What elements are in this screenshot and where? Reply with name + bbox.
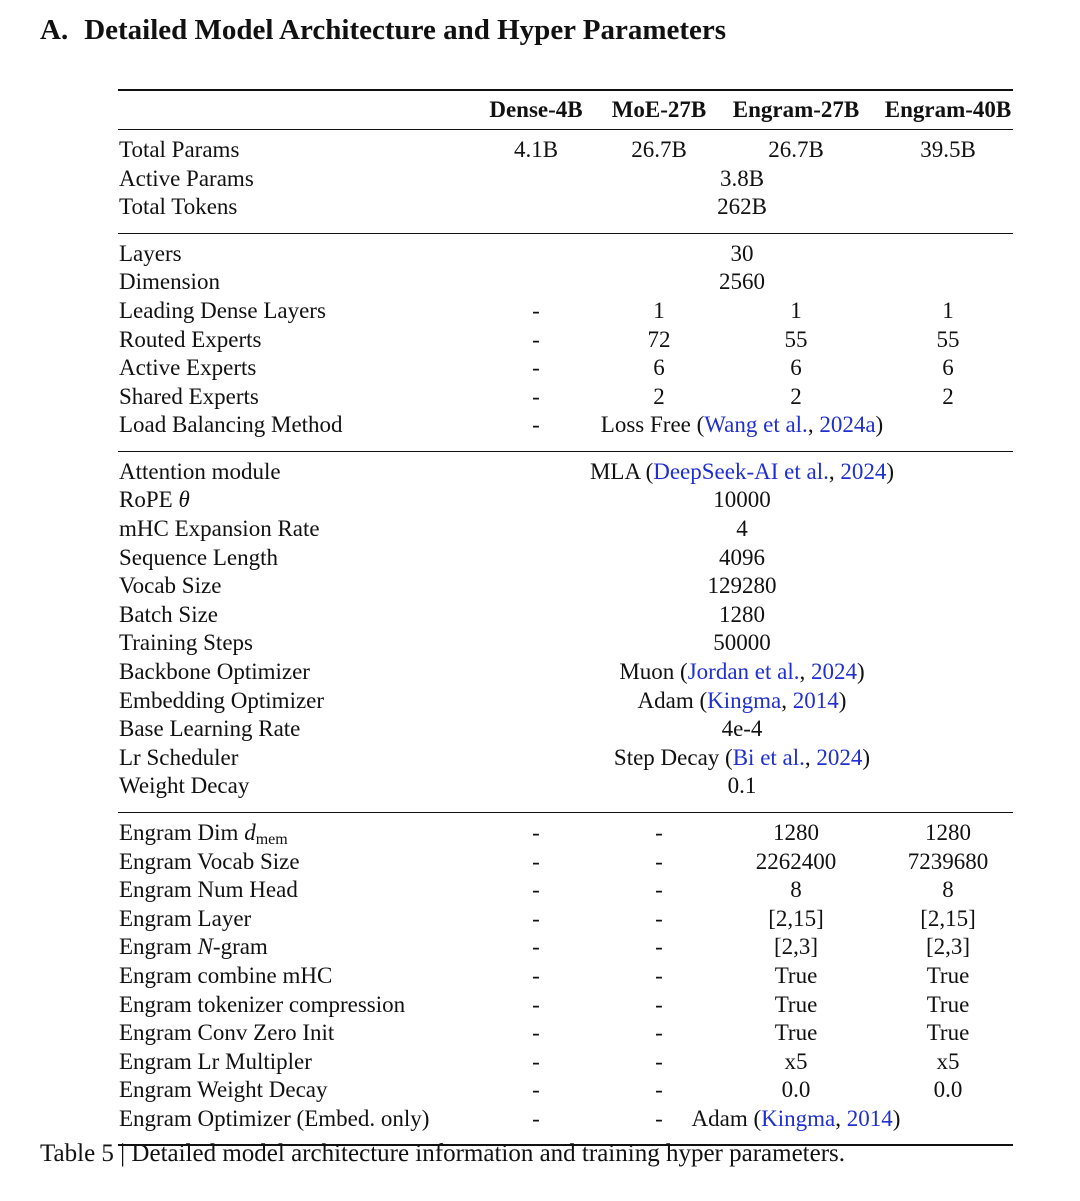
column-header: Engram-27B bbox=[732, 97, 860, 122]
table-cell: 0.0 bbox=[781, 1077, 811, 1103]
spanning-cell: 30 bbox=[730, 240, 754, 266]
table-cell: x5 bbox=[936, 1048, 960, 1074]
math-symbol: N bbox=[197, 934, 213, 960]
text-part: , bbox=[828, 458, 841, 484]
table-cell: - bbox=[532, 383, 540, 409]
citation-link[interactable]: 2024 bbox=[816, 744, 863, 770]
row-label: Routed Experts bbox=[119, 326, 262, 352]
table-cell: - bbox=[532, 905, 540, 931]
row-label: Active Experts bbox=[119, 355, 257, 381]
spanning-cell: 3.8B bbox=[719, 165, 765, 191]
spanning-cell: 4e-4 bbox=[721, 716, 763, 742]
table-cell: True bbox=[774, 991, 818, 1017]
section-number: A. bbox=[40, 14, 69, 46]
table-cell: True bbox=[774, 1020, 818, 1046]
spanning-cell: 4096 bbox=[719, 544, 765, 570]
row-label: Engram Layer bbox=[119, 905, 252, 931]
table-cell: - bbox=[532, 1048, 540, 1074]
table-cell: - bbox=[655, 1020, 663, 1046]
table-cell: True bbox=[926, 991, 970, 1017]
row-label: Engram Num Head bbox=[119, 877, 298, 903]
table-cell: - bbox=[655, 934, 663, 960]
row-label: Leading Dense Layers bbox=[119, 297, 326, 323]
text-part: ) bbox=[838, 687, 847, 713]
citation-link[interactable]: 2014 bbox=[846, 1105, 893, 1131]
row-label: Embedding Optimizer bbox=[119, 687, 325, 713]
spanning-cell: 0.1 bbox=[727, 773, 757, 799]
table-cell: 4.1B bbox=[513, 137, 559, 162]
table-cell: [2,3] bbox=[773, 934, 819, 960]
table-cell: True bbox=[926, 962, 970, 988]
table-cell: 39.5B bbox=[920, 137, 976, 162]
spanning-cell bbox=[614, 744, 870, 772]
text-part: Engram bbox=[119, 934, 198, 960]
row-label: Shared Experts bbox=[119, 383, 259, 409]
text-part: Step Decay ( bbox=[613, 744, 733, 770]
row-label bbox=[119, 819, 288, 850]
text-part: , bbox=[807, 412, 820, 438]
row-label: Engram Lr Multipler bbox=[119, 1048, 312, 1074]
table-cell: [2,15] bbox=[768, 905, 824, 931]
row-label: Sequence Length bbox=[119, 544, 279, 570]
text-part: ) bbox=[886, 458, 895, 484]
table-cell: - bbox=[532, 848, 540, 874]
row-label: Engram Conv Zero Init bbox=[119, 1020, 335, 1046]
text-part: ) bbox=[862, 744, 871, 770]
text-part: Loss Free ( bbox=[600, 412, 705, 438]
table-cell: - bbox=[532, 962, 540, 988]
text-part: , bbox=[835, 1105, 847, 1131]
row-label bbox=[119, 486, 190, 514]
table-cell: - bbox=[655, 819, 663, 845]
table-cell: - bbox=[532, 355, 540, 381]
text-part: ) bbox=[856, 659, 865, 684]
table-cell: - bbox=[532, 934, 540, 960]
table-cell: 55 bbox=[936, 326, 960, 352]
table-cell: - bbox=[532, 819, 540, 845]
math-symbol: θ bbox=[178, 487, 190, 513]
section-title: Detailed Model Architecture and Hyper Parameters bbox=[84, 14, 727, 46]
citation-link[interactable]: DeepSeek-AI et al. bbox=[653, 458, 829, 484]
citation-link[interactable]: 2024a bbox=[819, 412, 876, 438]
citation-link[interactable]: 2014 bbox=[792, 687, 839, 713]
table-cell: - bbox=[655, 1105, 663, 1131]
table-cell: - bbox=[532, 1020, 540, 1046]
row-label: Training Steps bbox=[119, 630, 253, 656]
table-cell: 1280 bbox=[773, 819, 819, 845]
spanning-cell: 10000 bbox=[713, 487, 771, 513]
row-label: Active Params bbox=[119, 165, 254, 191]
table-cell: True bbox=[774, 962, 818, 988]
row-label: Backbone Optimizer bbox=[119, 659, 310, 684]
spanning-cell: 262B bbox=[717, 194, 767, 220]
table-cell: True bbox=[926, 1020, 970, 1046]
table-cell: 1 bbox=[790, 297, 802, 323]
text-part: ) bbox=[875, 412, 884, 438]
row-label: Dimension bbox=[119, 269, 220, 295]
spanning-cell bbox=[692, 1105, 901, 1133]
table-cell: - bbox=[655, 962, 663, 988]
table-cell: - bbox=[532, 991, 540, 1017]
spanning-cell bbox=[619, 658, 864, 686]
row-label: mHC Expansion Rate bbox=[119, 516, 320, 541]
row-label: Engram Optimizer (Embed. only) bbox=[119, 1105, 430, 1131]
spanning-cell: 129280 bbox=[707, 573, 777, 599]
column-header: Dense-4B bbox=[489, 97, 583, 122]
table-cell: - bbox=[655, 991, 663, 1017]
spanning-cell bbox=[590, 458, 894, 486]
table-cell: - bbox=[655, 905, 663, 931]
table-cell: - bbox=[532, 297, 540, 323]
column-header: MoE-27B bbox=[611, 97, 707, 122]
text-part: -gram bbox=[212, 934, 268, 960]
table-cell: 1 bbox=[942, 297, 954, 323]
citation-link[interactable]: 2024 bbox=[840, 458, 887, 484]
row-label bbox=[119, 933, 268, 961]
table-cell: - bbox=[532, 877, 540, 903]
citation-link[interactable]: 2024 bbox=[810, 659, 857, 684]
table-cell: 2 bbox=[653, 383, 665, 409]
section-heading bbox=[40, 11, 726, 49]
column-header: Engram-40B bbox=[884, 97, 1012, 122]
table-cell: - bbox=[655, 848, 663, 874]
subscript: mem bbox=[255, 830, 288, 848]
table-cell: 26.7B bbox=[768, 137, 824, 162]
table-cell: x5 bbox=[784, 1048, 808, 1074]
text-part: RoPE bbox=[119, 487, 179, 513]
row-label: Engram Vocab Size bbox=[119, 848, 300, 874]
row-label: Engram tokenizer compression bbox=[119, 991, 406, 1017]
table-cell: - bbox=[655, 1048, 663, 1074]
table-cell: [2,15] bbox=[920, 905, 976, 931]
table-cell: 8 bbox=[790, 877, 802, 903]
table-cell: - bbox=[655, 877, 663, 903]
table-cell: 2 bbox=[790, 383, 802, 409]
row-label: Base Learning Rate bbox=[119, 716, 301, 742]
table-cell: [2,3] bbox=[925, 934, 971, 960]
table-cell: 1280 bbox=[925, 819, 971, 845]
table-cell: 6 bbox=[653, 355, 665, 381]
table-cell: - bbox=[655, 1077, 663, 1103]
group-rule bbox=[118, 451, 1013, 452]
math-symbol: d bbox=[244, 819, 256, 845]
table-cell: 0.0 bbox=[933, 1077, 963, 1103]
text-part: Engram Dim bbox=[119, 819, 245, 845]
table-cell: 7239680 bbox=[907, 848, 989, 874]
table-cell: 26.7B bbox=[631, 137, 687, 162]
text-part: MLA ( bbox=[589, 458, 654, 484]
text-part: Muon ( bbox=[619, 659, 688, 684]
citation-link[interactable]: Bi et al. bbox=[732, 744, 805, 770]
spanning-cell: 50000 bbox=[713, 630, 771, 656]
spanning-cell: 4 bbox=[736, 516, 748, 541]
row-label: Vocab Size bbox=[119, 573, 222, 599]
row-label: Engram combine mHC bbox=[119, 962, 333, 988]
row-label: Engram Weight Decay bbox=[119, 1077, 328, 1103]
table-caption: Table 5 | Detailed model architecture information and training hyper parameters. bbox=[40, 1140, 846, 1167]
table-top-rule bbox=[118, 89, 1013, 91]
row-label: Total Tokens bbox=[119, 194, 238, 220]
table-cell: 72 bbox=[647, 326, 671, 352]
row-label: Layers bbox=[119, 240, 182, 266]
citation-link[interactable]: Wang et al. bbox=[704, 412, 808, 438]
text-part: ) bbox=[892, 1105, 901, 1131]
row-label: Attention module bbox=[119, 458, 281, 484]
spanning-cell bbox=[601, 411, 883, 439]
row-label: Weight Decay bbox=[119, 773, 250, 799]
table-cell: - bbox=[532, 412, 540, 438]
text-part: , bbox=[799, 659, 811, 684]
spanning-cell: 2560 bbox=[719, 269, 765, 295]
text-part: , bbox=[804, 744, 817, 770]
citation-link[interactable]: Jordan et al. bbox=[687, 659, 800, 684]
table-cell: - bbox=[532, 326, 540, 352]
row-label: Load Balancing Method bbox=[119, 412, 343, 438]
table-cell: - bbox=[532, 1105, 540, 1131]
row-label: Batch Size bbox=[119, 601, 218, 627]
header-rule bbox=[118, 129, 1013, 130]
group-rule bbox=[118, 233, 1013, 234]
group-rule bbox=[118, 812, 1013, 813]
text-part: Adam ( bbox=[691, 1105, 762, 1131]
table-cell: 6 bbox=[942, 355, 954, 381]
row-label: Lr Scheduler bbox=[119, 744, 239, 770]
table-cell: 6 bbox=[790, 355, 802, 381]
table-cell: 1 bbox=[653, 297, 665, 323]
text-part: , bbox=[781, 687, 793, 713]
spanning-cell bbox=[638, 687, 847, 715]
citation-link[interactable]: Kingma bbox=[761, 1105, 836, 1131]
table-cell: 8 bbox=[942, 877, 954, 903]
table-cell: 2262400 bbox=[755, 848, 837, 874]
table-cell: 2 bbox=[942, 383, 954, 409]
table-cell: 55 bbox=[784, 326, 808, 352]
spanning-cell: 1280 bbox=[719, 601, 765, 627]
table-cell: - bbox=[532, 1077, 540, 1103]
citation-link[interactable]: Kingma bbox=[707, 687, 782, 713]
text-part: Adam ( bbox=[637, 687, 708, 713]
row-label: Total Params bbox=[119, 137, 240, 162]
